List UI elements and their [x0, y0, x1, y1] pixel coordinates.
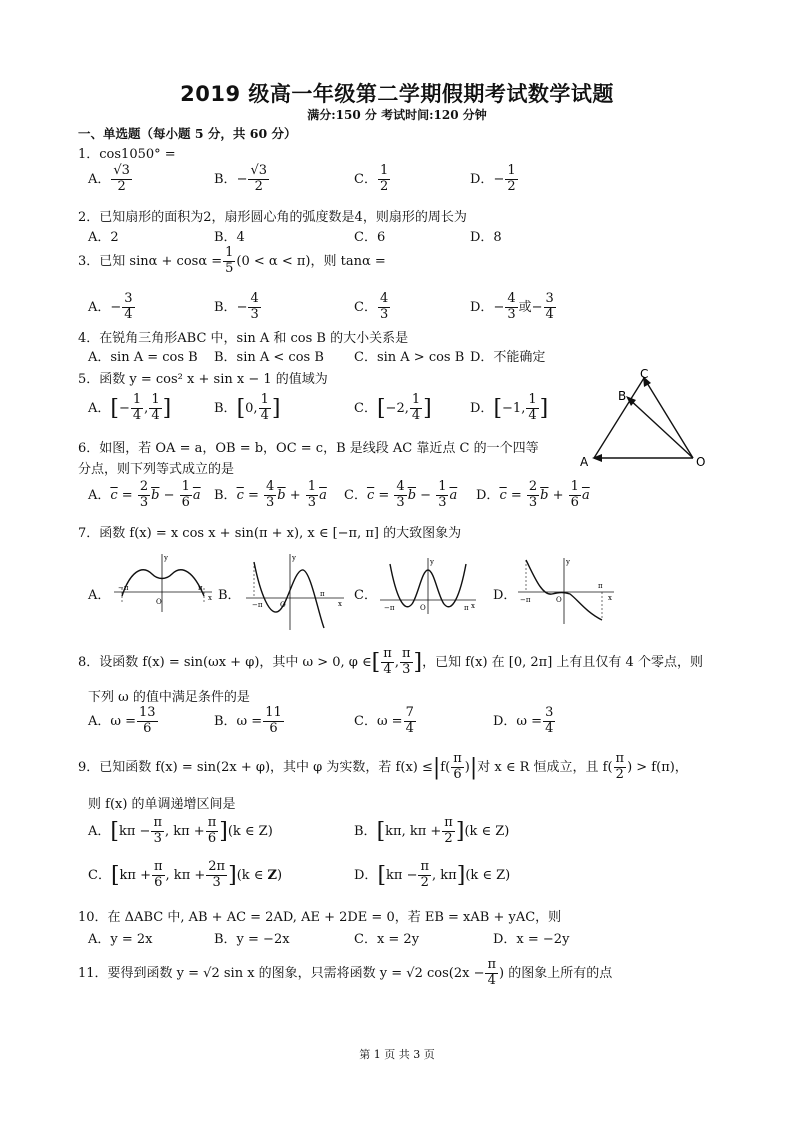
q6-option-a: A．$\overline{c}$ = $\frac{2}{3}$ $\overline{b}$ − $\frac{1}{6}$ $\overline{a}$ — [88, 479, 201, 510]
svg-text:x: x — [338, 600, 342, 608]
q8-option-c: C．ω = $\frac{7}{4}$ — [354, 705, 414, 736]
svg-text:x: x — [208, 594, 212, 602]
svg-text:−π: −π — [118, 584, 129, 592]
q10-option-b: B．y = −2x — [214, 932, 290, 947]
q3-option-a: A．− $\frac{3}{4}$ — [88, 291, 133, 322]
q7-option-a-label: A． — [88, 588, 111, 603]
page-title: 2019 级高一年级第二学期假期考试数学试题 — [180, 82, 614, 106]
segment-ob — [628, 398, 693, 458]
label-b: B — [618, 389, 627, 403]
q8-stem-line2: 下列 ω 的值中满足条件的是 — [88, 690, 250, 705]
q4-option-d: D．不能确定 — [470, 350, 546, 365]
q9-option-b: B．[kπ, kπ + $\frac{\pi}{2}$ ](k ∈ Z) — [354, 815, 510, 846]
q7-graph-b — [244, 552, 348, 632]
q3-stem: 3．已知 sinα + cosα = $\frac{1}{5}$ (0 < α < π)，则 tanα = — [78, 245, 386, 276]
q2-option-a: A．2 — [88, 230, 119, 245]
q3-option-c: C． $\frac{4}{3}$ — [354, 291, 389, 322]
q6-stem-line2: 分点，则下列等式成立的是 — [78, 462, 235, 477]
section-heading: 一、单选题（每小题 5 分，共 60 分） — [78, 126, 297, 141]
exam-info: 满分:150 分 考试时间:120 分钟 — [307, 108, 487, 122]
q6-option-b: B．$\overline{c}$ = $\frac{4}{3}$ $\overline{b}$ + $\frac{1}{3}$ $\overline{a}$ — [214, 479, 327, 510]
q9-option-a: A．[kπ − $\frac{\pi}{3}$ , kπ + $\frac{\pi}{6}$ ](k ∈ Z) — [88, 815, 273, 846]
q7-stem: 7．函数 f(x) = x cos x + sin(π + x), x ∈ [−π, π] 的大致图象为 — [78, 526, 462, 541]
q2-option-b: B．4 — [214, 230, 245, 245]
label-o: O — [696, 455, 706, 469]
q9-option-c: C．[kπ + $\frac{\pi}{6}$ , kπ + $\frac{2\pi}{3}$ ](k ∈ Z) — [88, 859, 283, 890]
q6-stem-line1: 6．如图，若 OA = a，OB = b，OC = c，B 是线段 AC 靠近点 C 的一个四等 — [78, 441, 539, 456]
segment-oc — [644, 378, 693, 458]
q1-option-c: C． $\frac{1}{2}$ — [354, 163, 389, 194]
svg-text:O: O — [156, 598, 162, 606]
q2-option-c: C．6 — [354, 230, 386, 245]
svg-text:O: O — [280, 601, 286, 609]
q11-stem: 11．要得到函数 y = √2 sin x 的图象，只需将函数 y = √2 cos(2x − $\frac{\pi}{4}$ ) 的图象上所有的点 — [78, 957, 613, 988]
svg-text:y: y — [430, 558, 434, 566]
svg-text:π: π — [320, 590, 325, 598]
label-a: A — [580, 455, 589, 469]
q7-option-d-label: D． — [493, 588, 517, 603]
q8-option-a: A．ω = $\frac{13}{6}$ — [88, 705, 156, 736]
svg-text:y: y — [164, 554, 168, 562]
q2-stem: 2．已知扇形的面积为2，扇形圆心角的弧度数是4，则扇形的周长为 — [78, 210, 467, 225]
q6-option-c: C．$\overline{c}$ = $\frac{4}{3}$ $\overline{b}$ − $\frac{1}{3}$ $\overline{a}$ — [344, 479, 458, 510]
q7-graph-d — [516, 556, 616, 626]
svg-text:y: y — [566, 558, 570, 566]
q1-option-d: D．− $\frac{1}{2}$ — [470, 163, 516, 194]
q10-option-d: D．x = −2y — [493, 932, 570, 947]
q4-option-c: C．sin A > cos B — [354, 350, 465, 365]
q9-stem: 9．已知函数 f(x) = sin(2x + φ)，其中 φ 为实数，若 f(x) ≤|f( $\frac{\pi}{6}$ )|对 x ∈ R 恒成立，且 f( $\frac{\pi}{2}$ ) > f(π)， — [78, 751, 688, 782]
q9-stem-line2: 则 f(x) 的单调递增区间是 — [88, 797, 236, 812]
svg-text:−π: −π — [520, 596, 531, 604]
q5-option-b: B．[0, $\frac{1}{4}$ ] — [214, 392, 281, 423]
q3-option-d: D．− $\frac{4}{3}$ 或− $\frac{3}{4}$ — [470, 291, 554, 322]
q10-stem: 10．在 ΔABC 中, AB + AC = 2AD, AE + 2DE = 0，若 EB = xAB + yAC，则 — [78, 910, 562, 925]
svg-text:π: π — [464, 604, 469, 612]
svg-text:π: π — [598, 582, 603, 590]
q1-option-a: A． $\frac{√3}{2}$ — [88, 163, 130, 194]
label-c: C — [640, 367, 649, 381]
q6-option-d: D．$\overline{c}$ = $\frac{2}{3}$ $\overline{b}$ + $\frac{1}{6}$ $\overline{a}$ — [476, 479, 590, 510]
q7-graph-c — [378, 556, 478, 616]
q4-stem: 4．在锐角三角形ABC 中，sin A 和 cos B 的大小关系是 — [78, 331, 409, 346]
q5-option-a: A．[− $\frac{1}{4}$ , $\frac{1}{4}$ ] — [88, 392, 172, 423]
q2-option-d: D．8 — [470, 230, 502, 245]
q8-stem: 8．设函数 f(x) = sin(ωx + φ)，其中 ω > 0, φ ∈[ $\frac{\pi}{4}$ , $\frac{\pi}{3}$ ]，已知 f(x) 在 [0, 2π] 上有且仅有 4 个零点，则 — [78, 646, 703, 677]
q5-option-c: C．[−2, $\frac{1}{4}$ ] — [354, 392, 432, 423]
vector-figure — [578, 366, 708, 476]
q7-option-c-label: C． — [354, 588, 377, 603]
svg-text:−π: −π — [252, 601, 263, 609]
svg-text:O: O — [420, 604, 426, 612]
q4-option-b: B．sin A < cos B — [214, 350, 324, 365]
q10-option-a: A．y = 2x — [88, 932, 153, 947]
svg-text:x: x — [608, 594, 612, 602]
svg-text:π: π — [198, 584, 203, 592]
page-footer: 第 1 页 共 3 页 — [359, 1048, 435, 1061]
q8-option-b: B．ω = $\frac{11}{6}$ — [214, 705, 282, 736]
q1-stem: 1．cos1050° = — [78, 147, 176, 162]
svg-text:y: y — [292, 554, 296, 562]
q8-option-d: D．ω = $\frac{3}{4}$ — [493, 705, 554, 736]
q9-option-d: D．[kπ − $\frac{\pi}{2}$ , kπ](k ∈ Z) — [354, 859, 511, 890]
svg-text:x: x — [471, 602, 475, 610]
q1-option-b: B．− $\frac{√3}{2}$ — [214, 163, 268, 194]
q5-stem: 5．函数 y = cos² x + sin x − 1 的值域为 — [78, 372, 328, 387]
q3-option-b: B．− $\frac{4}{3}$ — [214, 291, 259, 322]
arrow-a — [592, 454, 602, 462]
q7-graph-a — [112, 552, 216, 616]
q10-option-c: C．x = 2y — [354, 932, 420, 947]
q7-option-b-label: B． — [218, 588, 241, 603]
svg-text:−π: −π — [384, 604, 395, 612]
q4-option-a: A．sin A = cos B — [88, 350, 198, 365]
svg-text:O: O — [556, 596, 562, 604]
q5-option-d: D．[−1, $\frac{1}{4}$ ] — [470, 392, 549, 423]
